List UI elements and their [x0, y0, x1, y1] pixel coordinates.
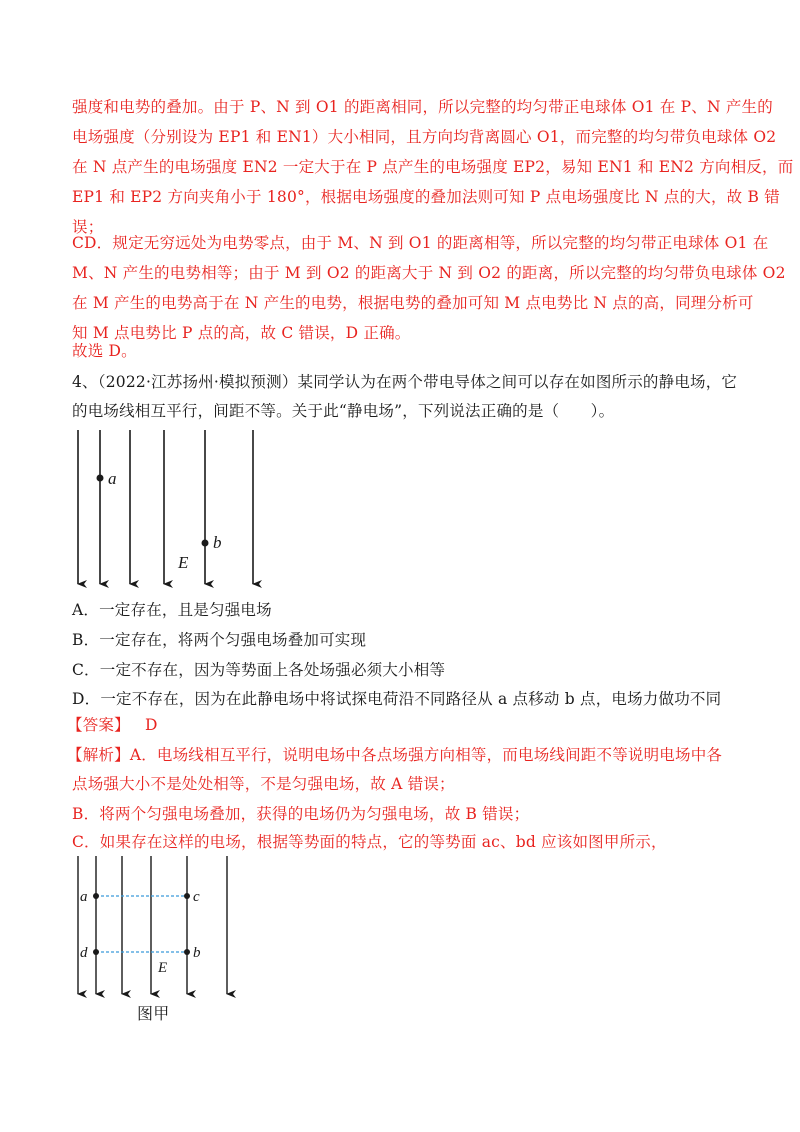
- option-c: C．一定不存在，因为等势面上各处场强必须大小相等: [72, 661, 446, 679]
- solution-line-8: 在 M 产生的电势高于在 N 产生的电势，根据电势的叠加可知 M 点电势比 N 点的高，同理分析可: [72, 294, 754, 312]
- figure-jia: [60, 854, 260, 1004]
- label-E: E: [178, 553, 189, 572]
- question-line-2: 的电场线相互平行，间距不等。关于此“静电场”，下列说法正确的是（ ）。: [72, 402, 615, 420]
- label-c: c: [193, 889, 200, 905]
- point-d: [93, 949, 99, 955]
- analysis-line-4: C．如果存在这样的电场，根据等势面的特点，它的等势面 ac、bd 应该如图甲所示，: [72, 833, 667, 851]
- solution-line-1: 强度和电势的叠加。由于 P、N 到 O1 的距离相同，所以完整的均匀带正电球体 O1 在 P、N 产生的: [72, 98, 773, 116]
- solution-line-5: 误；: [72, 218, 104, 236]
- figure-caption: 图甲: [137, 1004, 170, 1023]
- option-d: D．一定不存在，因为在此静电场中将试探电荷沿不同路径从 a 点移动 b 点，电场力做功不同: [72, 690, 722, 708]
- solution-line-9: 知 M 点电势比 P 点的高，故 C 错误，D 正确。: [72, 324, 411, 342]
- option-b: B．一定存在，将两个匀强电场叠加可实现: [72, 631, 367, 649]
- analysis-line-2: 点场强大小不是处处相等，不是匀强电场，故 A 错误；: [72, 775, 455, 793]
- label-a: a: [108, 469, 117, 488]
- point-a: [93, 893, 99, 899]
- point-a: [97, 475, 104, 482]
- point-c: [184, 893, 190, 899]
- label-a: a: [80, 889, 88, 905]
- solution-line-6: CD．规定无穷远处为电势零点，由于 M、N 到 O1 的距离相等，所以完整的均匀带正电球体 O1 在: [72, 234, 769, 252]
- answer-value: D: [144, 716, 158, 734]
- label-E: E: [158, 960, 168, 976]
- option-a: A．一定存在，且是匀强电场: [72, 601, 272, 619]
- analysis-text-1: A．电场线相互平行，说明电场中各点场强方向相等，而电场线间距不等说明电场中各: [129, 746, 723, 764]
- label-d: d: [80, 945, 88, 961]
- solution-line-2: 电场强度（分别设为 EP1 和 EN1）大小相同，且方向均背离圆心 O1，而完整的均匀带负电球体 O2: [72, 128, 777, 146]
- analysis-line-3: B．将两个匀强电场叠加，获得的电场仍为匀强电场，故 B 错误；: [72, 805, 530, 823]
- analysis-tag: 【解析】: [67, 746, 130, 764]
- solution-line-3: 在 N 点产生的电场强度 EN2 一定大于在 P 点产生的电场强度 EP2，易知 EN1 和 EN2 方向相反，而: [72, 158, 794, 176]
- solution-line-10: 故选 D。: [72, 342, 137, 360]
- solution-line-4: EP1 和 EP2 方向夹角小于 180°，根据电场强度的叠加法则可知 P 点电场强度比 N 点的大，故 B 错: [72, 188, 780, 206]
- label-b: b: [193, 945, 201, 961]
- analysis-line-1: [67, 745, 722, 765]
- answer-row: [67, 715, 158, 735]
- label-b: b: [213, 533, 222, 552]
- solution-line-7: M、N 产生的电势相等；由于 M 到 O2 的距离大于 N 到 O2 的距离，所以完整的均匀带负电球体 O2: [72, 264, 786, 282]
- question-line-1: 4、（2022·江苏扬州·模拟预测）某同学认为在两个带电导体之间可以存在如图所示的静电场，它: [72, 373, 738, 391]
- point-b: [202, 540, 209, 547]
- answer-tag: 【答案】: [67, 716, 130, 734]
- point-b: [184, 949, 190, 955]
- field-lines-figure: [60, 426, 280, 596]
